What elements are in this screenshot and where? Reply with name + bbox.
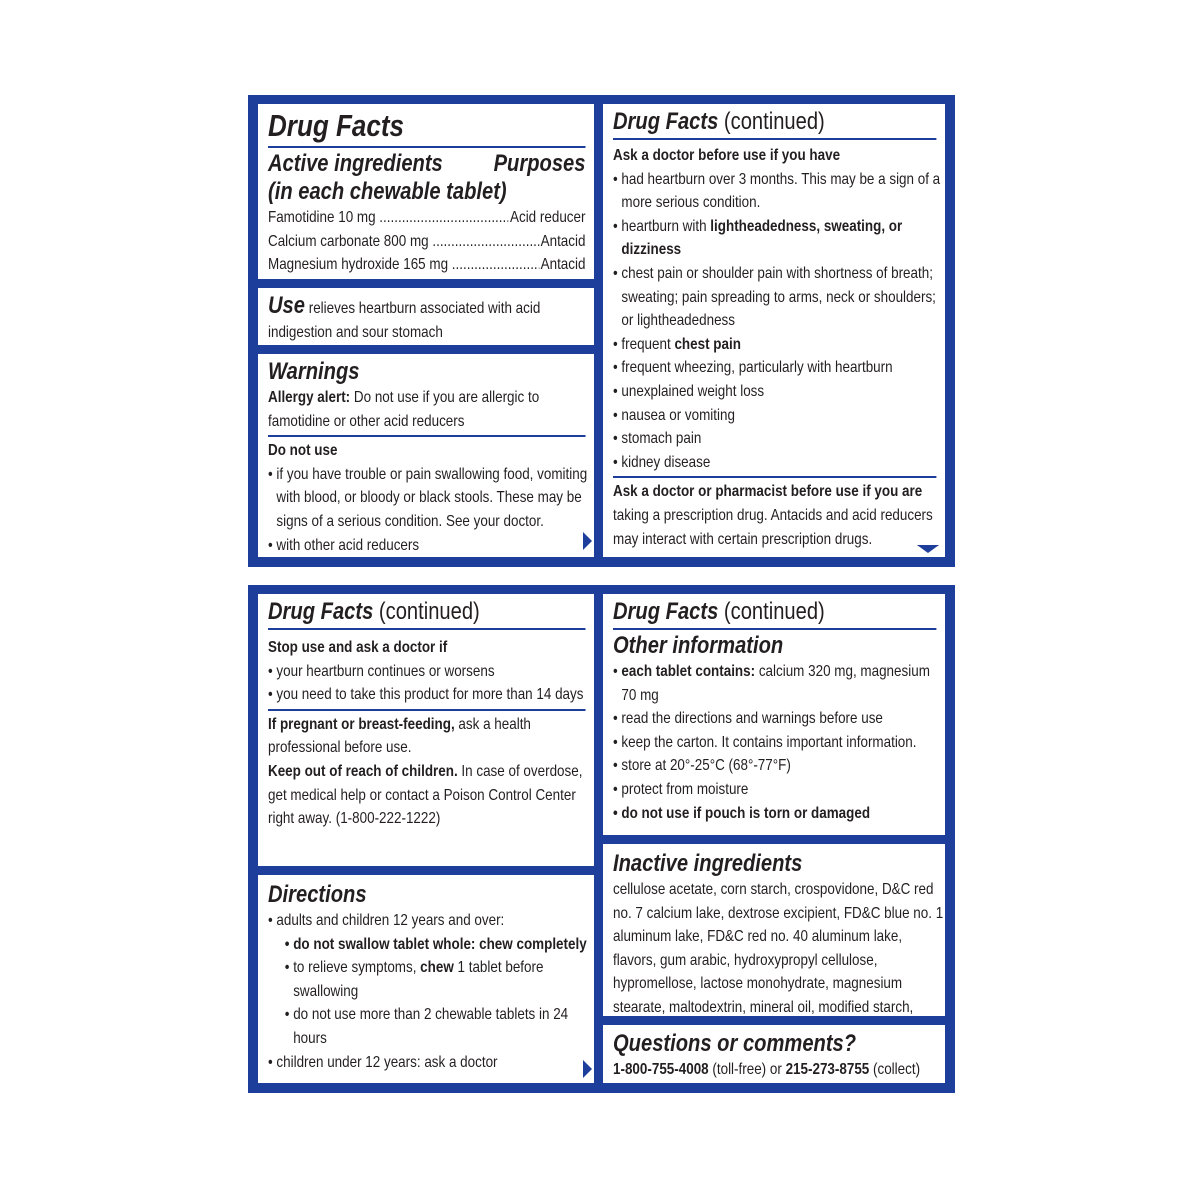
- list-item-text: to relieve symptoms,: [293, 959, 421, 977]
- drug-facts-sheet-top: [248, 95, 955, 567]
- questions-contact: [613, 1058, 945, 1082]
- list-item: • if you have trouble or pain swallowing food, vomiting with blood, or bloody or black stools. These may be signs of a serious condition. See your doctor.: [268, 463, 594, 534]
- ingredient-purpose: Antacid: [540, 232, 586, 250]
- ask-doctor-heading: Ask a doctor before use if you have: [613, 147, 841, 164]
- active-ingredients-subheading: (in each chewable tablet): [268, 178, 507, 205]
- phone-note: (collect): [869, 1061, 921, 1078]
- continued-label: (continued): [378, 598, 480, 625]
- active-ingredients-box: [258, 104, 594, 279]
- list-item: • unexplained weight loss: [613, 380, 945, 404]
- list-item: • you need to take this product for more than 14 days: [268, 683, 594, 707]
- list-item-text: heartburn with: [621, 217, 711, 235]
- continued-label: (continued): [723, 598, 825, 625]
- list-item: • had heartburn over 3 months. This may be a sign of a more serious condition.: [613, 168, 945, 215]
- pregnant-text: ask a health professional before use.: [268, 715, 531, 757]
- other-information-heading: Other information: [613, 632, 784, 659]
- continued-label: (continued): [723, 108, 825, 135]
- stop-use-heading: Stop use and ask a doctor if: [268, 639, 448, 656]
- list-item-bold: chest pain: [674, 335, 741, 353]
- purposes-heading: Purposes: [493, 150, 586, 177]
- warnings-box: [258, 354, 594, 557]
- list-item: • do not swallow tablet whole: chew completely: [285, 933, 594, 957]
- list-item: • nausea or vomiting: [613, 404, 945, 428]
- stop-use-box: [258, 594, 594, 866]
- keep-out-label: Keep out of reach of children.: [268, 762, 458, 780]
- continue-arrow-icon: [583, 1060, 592, 1078]
- list-item: [613, 660, 945, 707]
- list-item: • your heartburn continues or worsens: [268, 660, 594, 684]
- list-item: • stomach pain: [613, 427, 945, 451]
- list-item-bold: chew: [420, 959, 454, 977]
- list-item: • do not use more than 2 chewable tablets in 24 hours: [285, 1003, 594, 1050]
- allergy-alert-label: Allergy alert:: [268, 389, 351, 406]
- list-item: • read the directions and warnings before use: [613, 707, 945, 731]
- phone-collect: 215-273-8755: [785, 1061, 870, 1078]
- directions-box: [258, 875, 594, 1083]
- directions-heading: Directions: [268, 881, 367, 908]
- ingredient-row: [268, 253, 594, 277]
- do-not-use-heading: Do not use: [268, 442, 338, 460]
- list-item: [613, 333, 945, 357]
- questions-box: [603, 1025, 945, 1083]
- ingredient-purpose: Antacid: [540, 256, 586, 274]
- continue-arrow-down-icon: [917, 545, 939, 553]
- list-item: • protect from moisture: [613, 778, 945, 802]
- list-item: • keep the carton. It contains important information.: [613, 731, 945, 755]
- list-item-bold: each tablet contains:: [621, 663, 756, 680]
- keep-out-paragraph: [268, 760, 594, 831]
- inactive-ingredients-text: cellulose acetate, corn starch, crospovidone, D&C red no. 7 calcium lake, dextrose excipient, FD&C blue no. 1 aluminum lake, FD&C red no. 40 aluminum lake, flavors, gum arabic, hydroxypropyl cellulose, hypromellose, lactose monohydrate, magnesium stearate, maltodextrin, mineral oil, modified starch,: [613, 881, 944, 1016]
- ingredient-name: Calcium carbonate 800 mg .....: [268, 230, 539, 254]
- stop-use-list: [268, 660, 594, 707]
- pharmacist-heading: Ask a doctor or pharmacist before use if you are: [613, 483, 923, 501]
- drug-facts-title: Drug Facts: [268, 108, 405, 143]
- ingredient-row: [268, 230, 594, 254]
- drug-facts-label: Drug Facts: [613, 598, 719, 625]
- list-item-text: 1 tablet before swallowing: [293, 959, 544, 1000]
- ingredient-row: [268, 206, 594, 230]
- continue-arrow-icon: [583, 532, 592, 550]
- drug-facts-label: Drug Facts: [268, 598, 374, 625]
- use-heading: Use: [268, 292, 305, 319]
- pregnant-paragraph: [268, 713, 594, 760]
- directions-sublist: [285, 933, 594, 1051]
- phone-toll-free: 1-800-755-4008: [613, 1061, 709, 1078]
- list-item-text: frequent: [621, 335, 675, 353]
- ingredient-purpose: Acid reducer: [510, 209, 586, 226]
- list-item-bold: lightheadedness, sweating, or dizziness: [621, 217, 903, 259]
- ask-doctor-box: [603, 104, 945, 557]
- list-item: [285, 956, 594, 1003]
- questions-heading: Questions or comments?: [613, 1030, 857, 1057]
- use-box: [258, 288, 594, 345]
- list-item: • children under 12 years: ask a doctor: [268, 1051, 594, 1075]
- other-information-box: [603, 594, 945, 835]
- drug-facts-continued-title: [613, 598, 945, 626]
- phone-note: (toll-free) or: [708, 1061, 786, 1078]
- ask-doctor-list: [613, 168, 945, 475]
- allergy-alert-text: Do not use if you are allergic to famotidine or other acid reducers: [268, 389, 540, 430]
- inactive-ingredients-heading: Inactive ingredients: [613, 850, 803, 877]
- use-text: relieves heartburn associated with acid indigestion and sour stomach: [268, 300, 541, 341]
- keep-out-text: In case of overdose, get medical help or contact a Poison Control Center right away. (1-800-222-1222): [268, 762, 583, 828]
- list-item: • store at 20°-25°C (68°-77°F): [613, 754, 945, 778]
- ingredient-name: Magnesium hydroxide 165 mg .....: [268, 253, 539, 277]
- drug-facts-sheet-bottom: [248, 585, 955, 1093]
- active-ingredients-heading: Active ingredients: [268, 150, 443, 177]
- list-item-text: calcium 320 mg, magnesium 70 mg: [621, 663, 930, 704]
- do-not-use-list: [268, 463, 594, 557]
- list-item: [268, 909, 594, 1051]
- pharmacist-text: taking a prescription drug. Antacids and acid reducers may interact with certain prescription drugs.: [613, 506, 933, 548]
- drug-facts-continued-title: [613, 108, 945, 136]
- drug-facts-continued-title: [268, 598, 594, 626]
- ingredient-name: Famotidine 10 mg .....: [268, 206, 508, 230]
- list-item: • do not use if pouch is torn or damaged: [613, 802, 945, 826]
- list-item: • frequent wheezing, particularly with heartburn: [613, 356, 945, 380]
- list-item: • kidney disease: [613, 451, 945, 475]
- other-information-list: [613, 660, 945, 825]
- list-item: [613, 215, 945, 262]
- inactive-ingredients-box: [603, 844, 945, 1016]
- warnings-heading: Warnings: [268, 358, 360, 385]
- list-item: • chest pain or shoulder pain with shortness of breath; sweating; pain spreading to arms, neck or shoulders; or lightheadedness: [613, 262, 945, 333]
- list-item-text: adults and children 12 years and over:: [276, 912, 505, 929]
- drug-facts-label: Drug Facts: [613, 108, 719, 135]
- list-item: • with other acid reducers: [268, 534, 594, 557]
- pregnant-label: If pregnant or breast-feeding,: [268, 715, 455, 733]
- directions-list: [268, 909, 594, 1074]
